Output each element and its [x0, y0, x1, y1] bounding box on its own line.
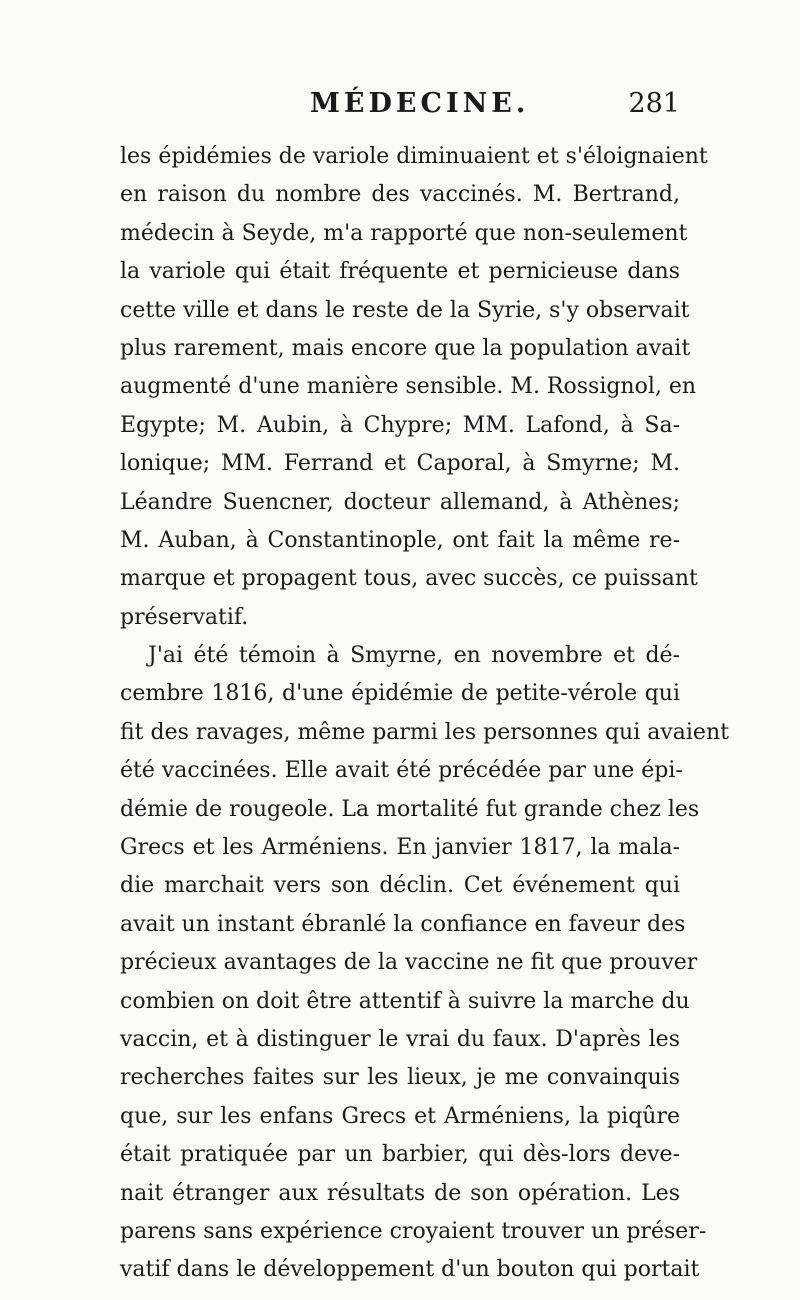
- text-line: précieux avantages de la vaccine ne fit que prouver: [120, 950, 698, 976]
- text-line: que, sur les enfans Grecs et Arméniens, la piqûre: [120, 1103, 680, 1129]
- text-line: die marchait vers son déclin. Cet événement qui: [120, 873, 680, 899]
- text-line: Grecs et les Arméniens. En janvier 1817, la mala-: [120, 835, 680, 861]
- page-number: 281: [628, 88, 680, 119]
- text-line: préservatif.: [120, 604, 249, 630]
- page-header: [120, 88, 680, 128]
- text-line: été vaccinées. Elle avait été précédée par une épi-: [120, 758, 683, 784]
- text-line: augmenté d'une manière sensible. M. Rossignol, en: [120, 374, 697, 400]
- text-line: vatif dans le développement d'un bouton qui portait: [120, 1257, 700, 1283]
- text-line: les épidémies de variole diminuaient et s'éloignaient: [120, 144, 708, 169]
- text-line: marque et propagent tous, avec succès, ce puissant: [120, 566, 698, 592]
- text-line: cette ville et dans le reste de la Syrie, s'y observait: [120, 297, 690, 323]
- text-line: cembre 1816, d'une épidémie de petite-vérole qui: [120, 681, 680, 707]
- text-line: combien on doit être attentif à suivre la marche du: [120, 988, 690, 1014]
- text-line: lonique; MM. Ferrand et Caporal, à Smyrne; M.: [120, 451, 680, 477]
- text-line: la variole qui était fréquente et pernicieuse dans: [120, 259, 680, 285]
- running-title: MÉDECINE.: [310, 88, 530, 119]
- text-line: fit des ravages, même parmi les personnes qui avaient: [120, 719, 729, 745]
- text-line: parens sans expérience croyaient trouver un préser-: [120, 1218, 707, 1244]
- text-line: recherches faites sur les lieux, je me convainquis: [120, 1065, 680, 1091]
- text-line: démie de rougeole. La mortalité fut grande chez les: [120, 796, 700, 822]
- text-line: Egypte; M. Aubin, à Chypre; MM. Lafond, à Sa-: [120, 412, 680, 438]
- text-line: était pratiquée par un barbier, qui dès-lors deve-: [120, 1142, 680, 1168]
- text-line: M. Auban, à Constantinople, ont fait la même re-: [120, 527, 680, 553]
- text-line: en raison du nombre des vaccinés. M. Bertrand,: [120, 182, 680, 208]
- text-line: médecin à Seyde, m'a rapporté que non-seulement: [120, 220, 688, 246]
- text-line: avait un instant ébranlé la confiance en faveur des: [120, 911, 686, 937]
- text-line: nait étranger aux résultats de son opération. Les: [120, 1180, 680, 1206]
- body-text: [120, 138, 729, 1290]
- text-line: J'ai été témoin à Smyrne, en novembre et dé-: [148, 643, 680, 669]
- text-line: Léandre Suencner, docteur allemand, à Athènes;: [120, 489, 680, 515]
- text-line: plus rarement, mais encore que la population avait: [120, 335, 691, 361]
- text-line: vaccin, et à distinguer le vrai du faux. D'après les: [120, 1026, 680, 1052]
